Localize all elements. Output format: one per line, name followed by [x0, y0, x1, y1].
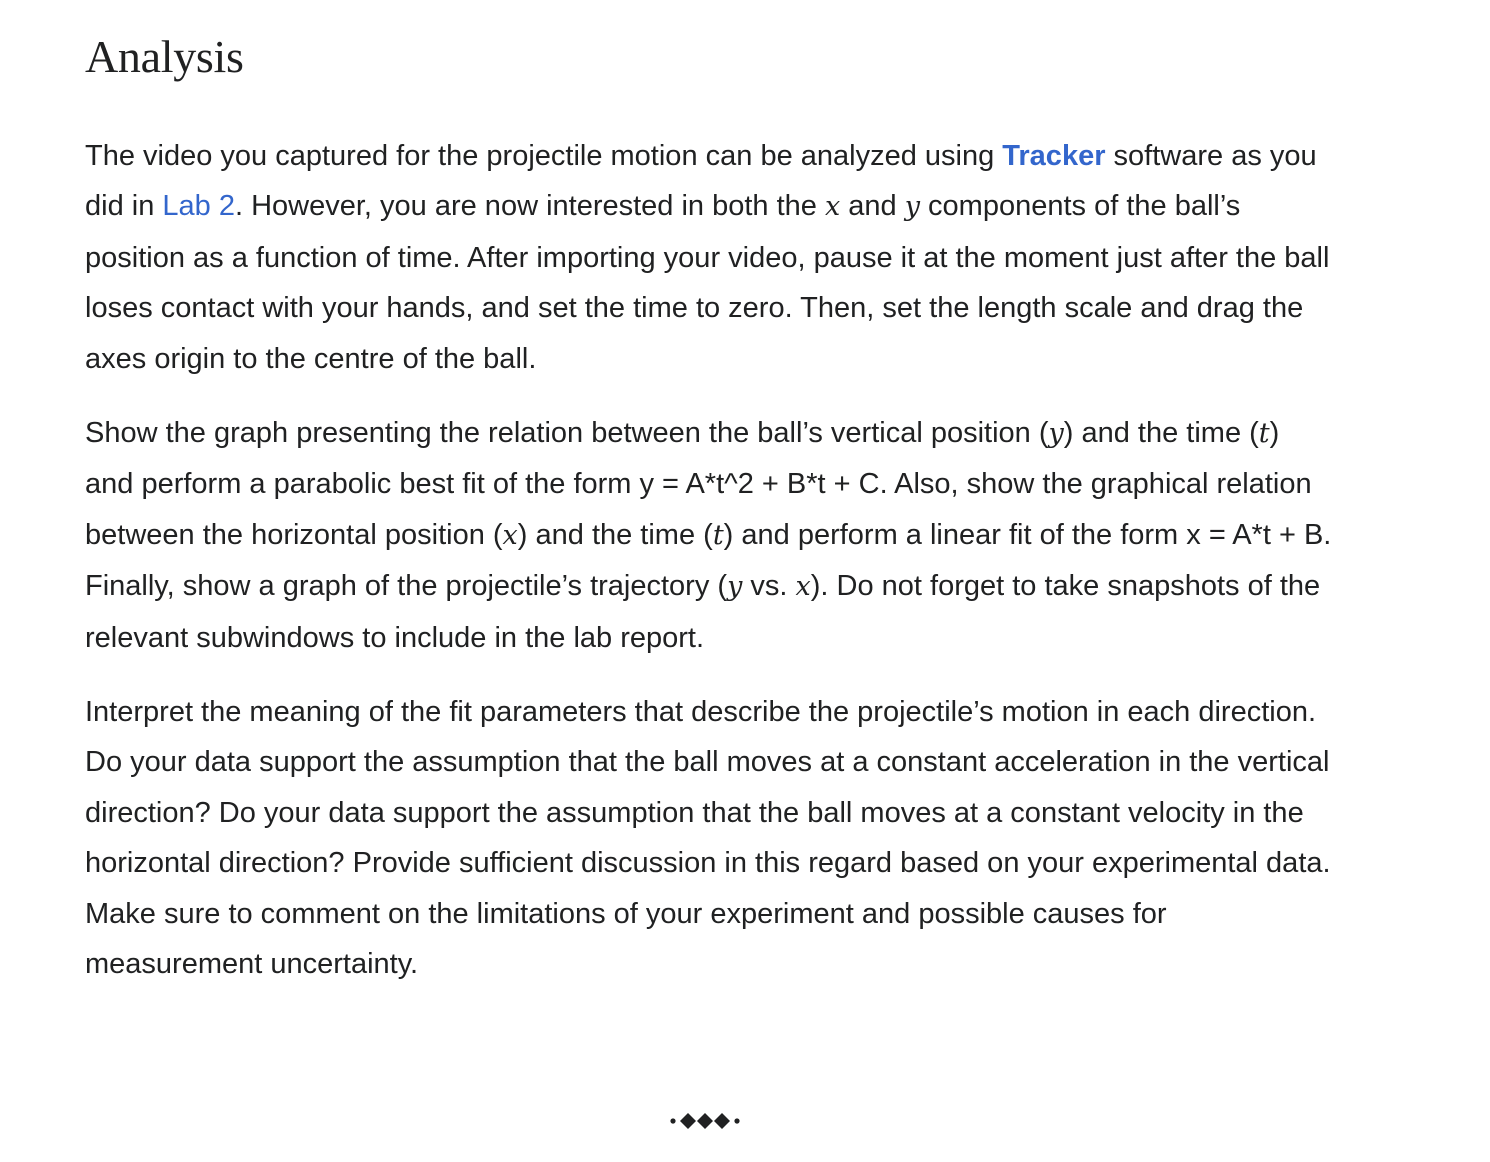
text-run: ). Do not forget to take snapshots of the relevant subwindows to include in the lab report. [85, 570, 1321, 654]
math-t: t [1258, 418, 1270, 450]
math-y: y [904, 191, 920, 223]
tracker-link[interactable]: Tracker [1002, 140, 1106, 172]
paragraph-intro [85, 131, 1335, 384]
text-run: The video you captured for the projectile motion can be analyzed using [85, 140, 1003, 172]
text-run: ) and the time ( [1063, 417, 1259, 450]
math-x: x [824, 191, 841, 223]
math-x: x [502, 519, 518, 551]
math-t: t [712, 519, 724, 551]
text-run: and [840, 190, 905, 223]
paragraph-interpretation: Interpret the meaning of the fit parameters that describe the projectile’s motion in each direction. Do your data support the assumption that the ball moves at a constant acceleration in the vertical direction? Do your data support the assumption that the ball moves at a constant velocity in the horizontal direction? Provide sufficient discussion in this regard based on your experimental data. Make sure to comment on the limitations of your experiment and possible causes for measurement uncertainty. [85, 696, 1331, 981]
text-run: components of the ball’s position as a function of time. After importing your video, pause it at the moment just after the ball loses contact with your hands, and set the time to zero. Then, set the length scale and drag the axes origin to the centre of the ball. [85, 190, 1330, 375]
section-divider-ornament-icon [668, 1109, 742, 1133]
text-run: vs. [742, 570, 796, 603]
text-run: ) and perform a parabolic best fit of the form y = A*t^2 + B*t + C. Also, show the graphical relation between the horizontal position ( [85, 417, 1312, 551]
article-content [85, 0, 1335, 990]
lab2-link[interactable]: Lab 2 [162, 190, 235, 223]
text-run: Show the graph presenting the relation between the ball’s vertical position ( [85, 417, 1049, 450]
paragraph-graphs [85, 408, 1335, 663]
section-heading: Analysis [85, 31, 244, 82]
text-run: ) and the time ( [517, 518, 713, 551]
math-y: y [727, 571, 743, 603]
text-run: ) and perform a linear fit of the form x = A*t + B. Finally, show a graph of the projectile’s trajectory ( [85, 518, 1332, 603]
text-run: software as you did in [85, 140, 1317, 223]
math-y: y [1048, 418, 1064, 450]
math-x: x [795, 571, 811, 603]
text-run: . However, you are now interested in both the [234, 190, 825, 223]
